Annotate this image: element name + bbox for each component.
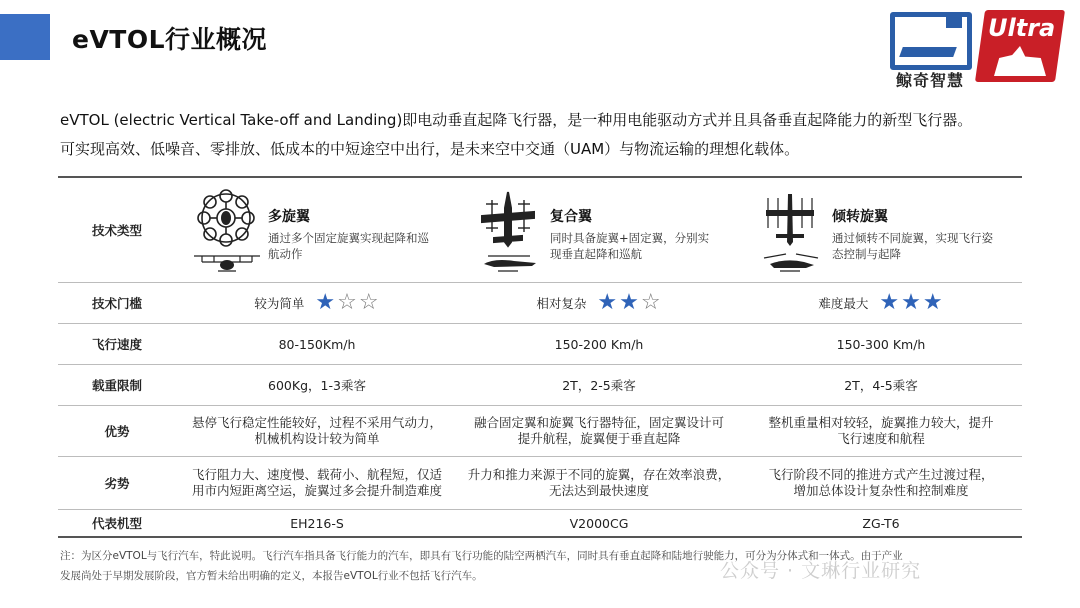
star-empty-icon: ☆ [358, 290, 379, 315]
type-desc-compound: 同时具备旋翼+固定翼，分别实现垂直起降和巡航 [550, 231, 710, 261]
ultra-logo-text: Ultra [988, 14, 1056, 42]
page-title: eVTOL行业概况 [72, 25, 268, 54]
speed-cell: 150-300 Km/h [740, 324, 1022, 365]
ultra-logo [980, 10, 1068, 84]
type-desc-multirotor: 通过多个固定旋翼实现起降和巡航动作 [268, 231, 429, 261]
model-cell: EH216-S [176, 510, 458, 538]
star-filled-icon: ★ [315, 290, 336, 315]
type-name-compound: 复合翼 [550, 209, 592, 225]
table-row-speed [58, 324, 1022, 365]
type-name-multirotor: 多旋翼 [268, 209, 310, 225]
difficulty-cell [740, 283, 1022, 324]
type-multirotor [176, 177, 458, 283]
disadvantage-cell: 飞行阶段不同的推进方式产生过渡过程， 增加总体设计复杂性和控制难度 [740, 457, 1022, 510]
row-header-speed: 飞行速度 [58, 324, 176, 365]
table-row-difficulty [58, 283, 1022, 324]
compound-wing-aircraft-icon [478, 188, 538, 248]
type-name-tiltrotor: 倾转旋翼 [832, 209, 888, 225]
disadvantage-cell: 升力和推力来源于不同的旋翼，存在效率浪费， 无法达到最快速度 [458, 457, 740, 510]
difficulty-cell [176, 283, 458, 324]
type-desc-tiltrotor: 通过倾转不同旋翼，实现飞行姿态控制与起降 [832, 231, 993, 261]
load-cell: 2T，4-5乘客 [740, 365, 1022, 406]
star-filled-icon: ★ [879, 290, 900, 315]
table-row-advantages [58, 406, 1022, 457]
table-row-type [58, 177, 1022, 283]
multirotor-side-icon [192, 252, 262, 274]
watermark: 公众号 · 文琳行业研究 [720, 560, 922, 582]
tiltrotor-side-icon [756, 252, 826, 274]
accent-bar [0, 14, 50, 60]
disadvantage-cell: 飞行阻力大、速度慢、载荷小、航程短，仅适 用市内短距离空运，旋翼过多会提升制造难度 [176, 457, 458, 510]
table-row-models [58, 510, 1022, 538]
tiltrotor-aircraft-icon [760, 188, 820, 248]
advantage-cell: 融合固定翼和旋翼飞行器特征，固定翼设计可 提升航程，旋翼便于垂直起降 [458, 406, 740, 457]
star-filled-icon: ★ [901, 290, 921, 315]
type-tiltrotor [740, 177, 1022, 283]
star-filled-icon: ★ [619, 290, 639, 315]
speed-cell: 150-200 Km/h [458, 324, 740, 365]
advantage-cell: 整机重量相对较轻，旋翼推力较大，提升 飞行速度和航程 [740, 406, 1022, 457]
footnote-line-2: 发展尚处于早期发展阶段，官方暂未给出明确的定义，本报告eVTOL行业不包括飞行汽车。 [60, 570, 483, 582]
row-header-advantages: 优势 [58, 406, 176, 457]
row-header-load: 载重限制 [58, 365, 176, 406]
difficulty-rating [878, 292, 943, 314]
model-cell: ZG-T6 [740, 510, 1022, 538]
difficulty-label: 难度最大 [818, 296, 869, 311]
star-empty-icon: ☆ [337, 290, 357, 315]
difficulty-label: 较为简单 [254, 296, 305, 311]
difficulty-rating [314, 292, 379, 314]
difficulty-rating [596, 292, 661, 314]
star-filled-icon: ★ [597, 290, 618, 315]
footnote-line-1: 注：为区分eVTOL与飞行汽车，特此说明。飞行汽车指具备飞行能力的汽车，即具有飞行功能的陆空两栖汽车，同时具有垂直起降和陆地行驶能力，可分为分体式和一体式。由于产业 [60, 550, 903, 562]
table-row-load [58, 365, 1022, 406]
load-cell: 600Kg，1-3乘客 [176, 365, 458, 406]
row-header-disadvantages: 劣势 [58, 457, 176, 510]
multirotor-aircraft-icon [196, 188, 256, 248]
model-cell: V2000CG [458, 510, 740, 538]
row-header-difficulty: 技术门槛 [58, 283, 176, 324]
speed-cell: 80-150Km/h [176, 324, 458, 365]
load-cell: 2T，2-5乘客 [458, 365, 740, 406]
jingqi-logo [884, 8, 976, 88]
star-filled-icon: ★ [922, 290, 943, 315]
star-empty-icon: ☆ [640, 290, 661, 315]
intro-line-2: 可实现高效、低噪音、零排放、低成本的中短途空中出行，是未来空中交通（UAM）与物流运输的理想化载体。 [60, 140, 800, 158]
compound-side-icon [474, 252, 544, 274]
row-header-type: 技术类型 [58, 177, 176, 283]
type-compound [458, 177, 740, 283]
difficulty-label: 相对复杂 [536, 296, 587, 311]
advantage-cell: 悬停飞行稳定性能较好，过程不采用气动力， 机械机构设计较为简单 [176, 406, 458, 457]
table-row-disadvantages [58, 457, 1022, 510]
intro-paragraph [60, 106, 1040, 164]
intro-line-1: eVTOL (electric Vertical Take-off and Landing)即电动垂直起降飞行器，是一种用电能驱动方式并且具备垂直起降能力的新型飞行器。 [60, 111, 973, 129]
difficulty-cell [458, 283, 740, 324]
evtol-comparison-table [58, 176, 1022, 538]
jingqi-logo-text: 鲸奇智慧 [895, 71, 964, 90]
row-header-models: 代表机型 [58, 510, 176, 538]
